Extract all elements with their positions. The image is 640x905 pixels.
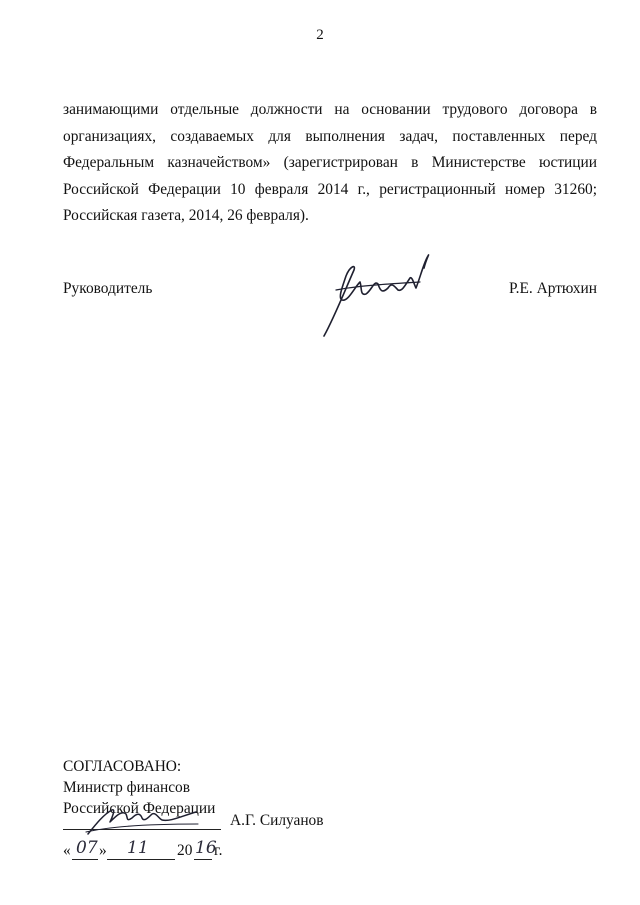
approval-position: Министр финансов — [63, 779, 190, 796]
approval-date — [63, 838, 323, 868]
signer-title: Руководитель — [63, 280, 153, 297]
date-year-unit: г. — [214, 842, 223, 859]
date-month-blank — [107, 859, 175, 860]
date-day: 07 — [76, 838, 98, 858]
date-day-blank — [72, 859, 98, 860]
date-year-suffix: 16 — [195, 838, 217, 858]
signer-name: Р.Е. Артюхин — [509, 280, 597, 297]
body-paragraph: занимающими отдельные должности на основании трудового договора в организациях, создаваемых для выполнения задач, поставленных перед Федеральным казначейством» (зарегистрирован в Министерстве юстиции Российской Федерации 10 февраля 2014 г., регистрационный номер 31260; Российская газета, 2014, 26 февраля). — [63, 101, 597, 225]
date-year-blank — [194, 859, 212, 860]
page-number: 2 — [316, 27, 324, 43]
handwritten-signature-head — [316, 248, 436, 343]
date-year-prefix: 20 — [177, 842, 193, 859]
approval-heading: СОГЛАСОВАНО: — [63, 758, 182, 775]
handwritten-signature-minister — [82, 796, 202, 841]
date-close-quote: » — [99, 842, 107, 859]
minister-name: А.Г. Силуанов — [230, 812, 324, 829]
date-month: 11 — [127, 838, 149, 858]
approval-organization: Российской Федерации — [63, 800, 216, 817]
date-open-quote: « — [63, 842, 71, 859]
